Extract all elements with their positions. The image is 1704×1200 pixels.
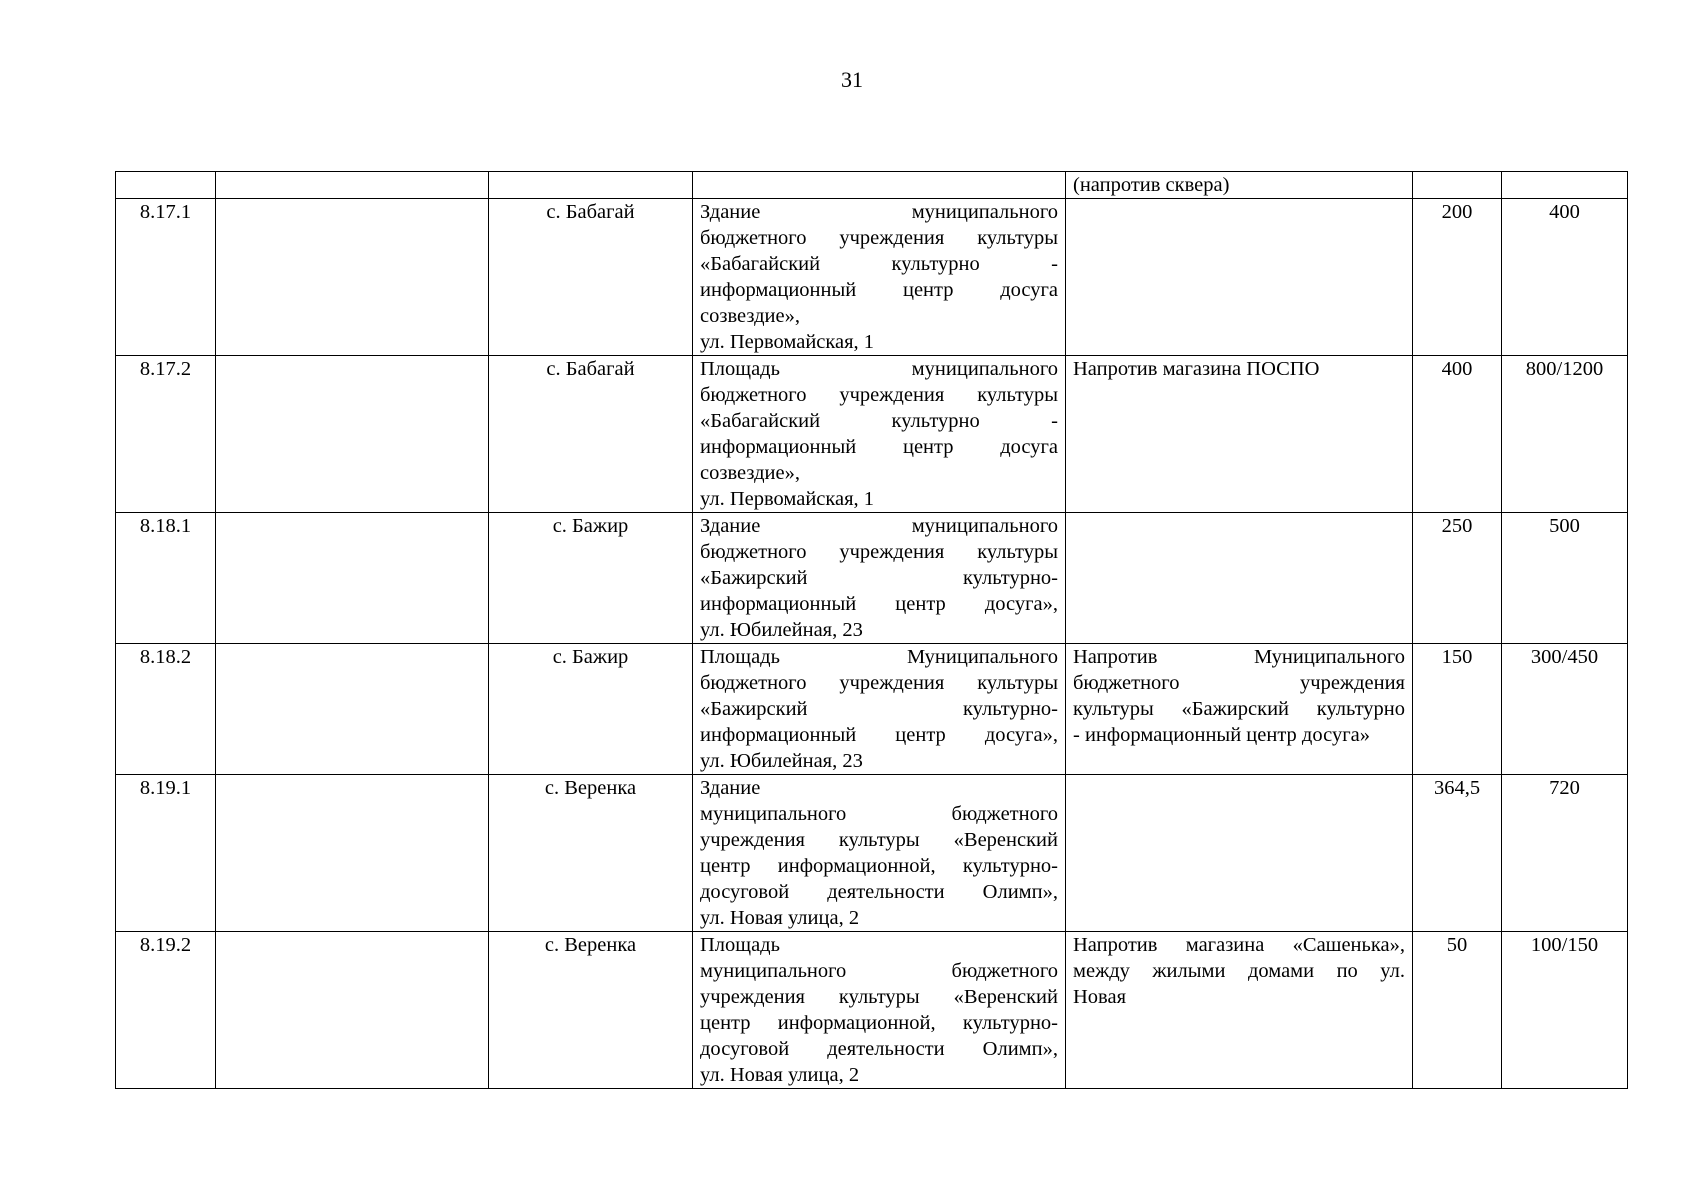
note-line: Напротив Муниципального [1073,646,1405,668]
row-number: 8.18.2 [116,644,216,775]
table-row-continued [116,172,1628,199]
note-line: - информационный центр досуга» [1073,724,1370,746]
area-value: 250 [1413,513,1502,644]
cell-empty [216,199,489,356]
row-number: 8.18.1 [116,513,216,644]
table-row [116,356,1628,513]
desc-line: Площадь муниципального [700,358,1058,380]
capacity-value: 400 [1502,199,1628,356]
area-value: 364,5 [1413,775,1502,932]
desc-line: информационный центр досуга [700,279,1058,301]
desc-line: муниципального бюджетного [700,960,1058,982]
desc-line: бюджетного учреждения культуры [700,541,1058,563]
object-description [693,932,1066,1089]
desc-line: Здание [700,777,761,799]
desc-line: созвездие», [700,305,800,327]
note-line: бюджетного учреждения [1073,672,1405,694]
row-number: 8.17.2 [116,356,216,513]
row-number [116,172,216,199]
desc-line: бюджетного учреждения культуры [700,384,1058,406]
cell-empty [216,513,489,644]
desc-line: ул. Первомайская, 1 [700,331,875,353]
capacity-value: 720 [1502,775,1628,932]
desc-line: центр информационной, культурно- [700,855,1058,877]
placement-note [1066,199,1413,356]
desc-line: досуговой деятельности Олимп», [700,1038,1058,1060]
placement-note [1066,172,1413,199]
table-row [116,513,1628,644]
desc-line: ул. Юбилейная, 23 [700,619,863,641]
cell-empty [216,644,489,775]
location: с. Бабагай [489,199,693,356]
desc-line: бюджетного учреждения культуры [700,227,1058,249]
object-description [693,775,1066,932]
note-line: между жилыми домами по ул. [1073,960,1405,982]
capacity-value: 800/1200 [1502,356,1628,513]
location: с. Бабагай [489,356,693,513]
desc-line: бюджетного учреждения культуры [700,672,1058,694]
desc-line: учреждения культуры «Веренский [700,986,1058,1008]
desc-line: ул. Новая улица, 2 [700,907,860,929]
location: с. Веренка [489,932,693,1089]
object-description [693,356,1066,513]
object-description [693,513,1066,644]
desc-line: ул. Юбилейная, 23 [700,750,863,772]
desc-line: информационный центр досуга», [700,724,1058,746]
placement-note [1066,356,1413,513]
desc-line: информационный центр досуга», [700,593,1058,615]
table-row [116,644,1628,775]
capacity-value: 100/150 [1502,932,1628,1089]
desc-line: Площадь Муниципального [700,646,1058,668]
area-value [1413,172,1502,199]
note-line: культуры «Бажирский культурно [1073,698,1405,720]
table-body [116,172,1628,1089]
cell-empty [216,172,489,199]
row-number: 8.19.1 [116,775,216,932]
desc-line: муниципального бюджетного [700,803,1058,825]
desc-line: ул. Первомайская, 1 [700,488,875,510]
table-row [116,775,1628,932]
desc-line: созвездие», [700,462,800,484]
note-line: Новая [1073,986,1126,1008]
capacity-value: 300/450 [1502,644,1628,775]
area-value: 150 [1413,644,1502,775]
cell-empty [216,932,489,1089]
desc-line: «Бажирский культурно- [700,567,1058,589]
note-line: Напротив магазина «Сашенька», [1073,934,1405,956]
area-value: 50 [1413,932,1502,1089]
location: с. Веренка [489,775,693,932]
cell-empty [216,775,489,932]
object-description [693,199,1066,356]
area-value: 200 [1413,199,1502,356]
note-line: (напротив сквера) [1073,174,1230,196]
row-number: 8.19.2 [116,932,216,1089]
desc-line: ул. Новая улица, 2 [700,1064,860,1086]
object-description [693,172,1066,199]
desc-line: досуговой деятельности Олимп», [700,881,1058,903]
note-line: Напротив магазина ПОСПО [1073,358,1320,380]
object-description [693,644,1066,775]
capacity-value: 500 [1502,513,1628,644]
location [489,172,693,199]
capacity-value [1502,172,1628,199]
table-row [116,199,1628,356]
placement-note [1066,513,1413,644]
table-row [116,932,1628,1089]
desc-line: информационный центр досуга [700,436,1058,458]
location: с. Бажир [489,513,693,644]
document-table [115,171,1628,1089]
desc-line: «Бажирский культурно- [700,698,1058,720]
desc-line: «Бабагайский культурно - [700,410,1058,432]
desc-line: Площадь [700,934,780,956]
placement-note [1066,775,1413,932]
cell-empty [216,356,489,513]
desc-line: центр информационной, культурно- [700,1012,1058,1034]
desc-line: Здание муниципального [700,515,1058,537]
desc-line: учреждения культуры «Веренский [700,829,1058,851]
desc-line: «Бабагайский культурно - [700,253,1058,275]
area-value: 400 [1413,356,1502,513]
page-number: 31 [841,67,863,92]
row-number: 8.17.1 [116,199,216,356]
placement-note [1066,932,1413,1089]
desc-line: Здание муниципального [700,201,1058,223]
location: с. Бажир [489,644,693,775]
placement-note [1066,644,1413,775]
